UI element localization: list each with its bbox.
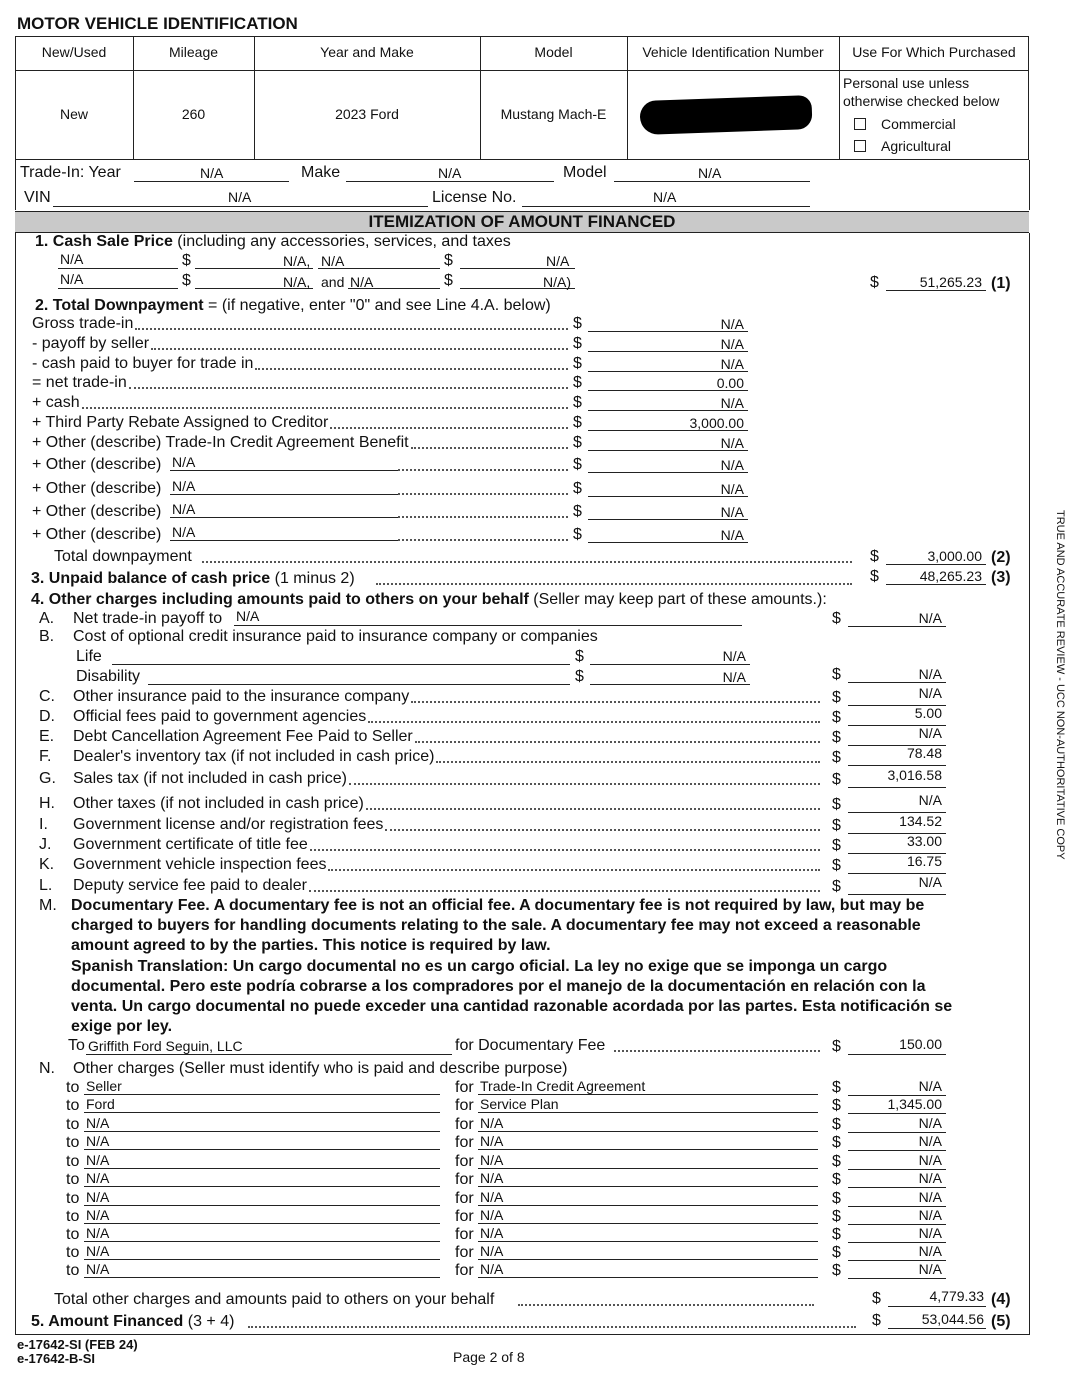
dollar-sign: $ [832,1153,841,1170]
charge-label: Debt Cancellation Agreement Fee Paid to Seller [73,728,413,745]
dot-leader [368,721,820,723]
payee-value: N/A [86,1243,110,1259]
purpose-value: N/A [480,1170,504,1186]
line1-r2a: N/A [60,271,84,287]
line1-r1d: N/A [546,253,570,269]
downpayment-item-label: = net trade-in [32,374,127,391]
dollar-sign: $ [832,1190,841,1207]
for-label: for [455,1262,474,1279]
model-value: Mustang Mach-E [500,106,607,122]
dollar-sign: $ [832,878,841,895]
line2-total-label: Total downpayment [54,548,192,565]
downpayment-item-label: + Other (describe) [32,456,162,473]
doc-for-label: for Documentary Fee [455,1037,606,1054]
dollar-sign: $ [575,668,584,685]
dollar-sign: $ [573,315,582,332]
charge-value: N/A [918,685,942,701]
charge-value: 16.75 [906,853,942,869]
line2-ref: (2) [991,549,1011,566]
dollar-sign: $ [573,526,582,543]
charge-value: N/A [918,1225,942,1241]
charge-value: N/A [918,792,942,808]
downpayment-item-label: Gross trade-in [32,315,134,332]
tradein-make-label: Make [301,164,341,181]
underline [478,1149,818,1150]
dollar-sign: $ [573,335,582,352]
payee-value: N/A [86,1189,110,1205]
charge-key: J. [39,836,52,853]
dollar-sign: $ [832,689,841,706]
underline [84,1094,440,1095]
charge-label: Government license and/or registration fees [73,816,384,833]
to-label: to [66,1079,80,1096]
page-number: Page 2 of 8 [453,1349,525,1365]
dollar-sign: $ [872,1290,881,1307]
charge-value: N/A [918,1207,942,1223]
line4-ref: (4) [991,1291,1011,1308]
charge-value: 1,345.00 [887,1096,942,1112]
payee-value: N/A [86,1207,110,1223]
dot-leader [398,539,568,541]
downpayment-item-label: + Other (describe) Trade-In Credit Agreement Benefit [32,434,409,451]
dollar-sign: $ [872,1312,881,1329]
underline [848,1187,946,1188]
underline [848,894,946,895]
underline [478,1205,818,1206]
purpose-value: N/A [480,1243,504,1259]
charge-key: G. [39,770,56,787]
underline [84,1112,440,1113]
underline [84,1241,440,1242]
charge-key: D. [39,708,55,725]
to-label: to [66,1262,80,1279]
line1-heading: 1. Cash Sale Price (including any accessories, services, and taxes [35,233,511,250]
tradein-model-value: N/A [698,165,722,181]
charge-label: Government certificate of title fee [73,836,308,853]
downpayment-item-label: - cash paid to buyer for trade in [32,355,254,372]
commercial-checkbox[interactable] [854,118,866,130]
charge-value: N/A [918,874,942,890]
dot-leader [411,447,568,449]
purpose-value: N/A [480,1152,504,1168]
dollar-sign: $ [573,355,582,372]
for-label: for [455,1134,474,1151]
col-new-used: New/Used [41,44,107,60]
downpayment-item-desc: N/A [172,524,196,540]
dollar-sign: $ [832,1208,841,1225]
underline [84,1168,440,1169]
payee-value: Seller [86,1078,122,1094]
dollar-sign: $ [573,394,582,411]
charge-label: Sales tax (if not included in cash price) [73,770,347,787]
line4a-text: Net trade-in payoff to [73,610,223,627]
line4b-text: Cost of optional credit insurance paid to insurance company or companies [73,628,598,645]
line4a-key: A. [39,610,55,627]
dot-leader [415,741,820,743]
underline [478,1277,818,1278]
to-label: to [66,1226,80,1243]
charge-key: C. [39,688,55,705]
dollar-sign: $ [832,1079,841,1096]
life-label: Life [76,648,102,665]
dot-leader [366,808,820,810]
vin-redaction [639,95,812,135]
charge-value: N/A [918,1189,942,1205]
downpayment-item-label: + Other (describe) [32,526,162,543]
line4n-text: Other charges (Seller must identify who is paid and describe purpose) [73,1060,568,1077]
line4a-value: N/A [918,610,942,626]
charge-label: Other taxes (if not included in cash price) [73,795,364,812]
downpayment-item-value: N/A [720,527,744,543]
tradein-year-value: N/A [200,165,224,181]
dollar-sign: $ [832,817,841,834]
line4-total: 4,779.33 [929,1288,984,1304]
dollar-sign: $ [832,749,841,766]
to-label: to [66,1171,80,1188]
downpayment-item-desc: N/A [172,478,196,494]
charge-label: Dealer's inventory tax (if not included in cash price) [73,748,435,765]
new-used-value: New [59,106,88,122]
dollar-sign: $ [832,796,841,813]
underline [170,494,398,495]
to-label: to [66,1208,80,1225]
col-use: Use For Which Purchased [852,44,1016,60]
underline [84,1223,440,1224]
underline [848,1278,946,1279]
dollar-sign: $ [832,709,841,726]
to-label: to [66,1153,80,1170]
dollar-sign: $ [832,1038,841,1055]
to-label: to [66,1116,80,1133]
charge-value: N/A [918,1078,942,1094]
purpose-value: N/A [480,1225,504,1241]
purpose-value: N/A [480,1207,504,1223]
line3-heading: 3. Unpaid balance of cash price (1 minus 2) [31,570,355,587]
dollar-sign: $ [444,252,453,269]
side-watermark-text: TRUE AND ACCURATE REVIEW - UCC NON-AUTHORITATIVE COPY [1054,510,1066,860]
charge-label: Other insurance paid to the insurance company [73,688,410,705]
payee-value: N/A [86,1225,110,1241]
dollar-sign: $ [573,414,582,431]
downpayment-item-value: N/A [720,336,744,352]
underline [84,1186,440,1187]
doc-to-value: Griffith Ford Seguin, LLC [88,1038,243,1054]
underline [84,1205,440,1206]
tradein-make-value: N/A [438,165,462,181]
charge-key: F. [39,748,52,765]
charge-value: 33.00 [906,833,942,849]
mileage-value: 260 [181,106,206,122]
downpayment-item-desc: N/A [172,454,196,470]
tradein-vin-label: VIN [24,189,51,206]
dollar-sign: $ [575,648,584,665]
dollar-sign: $ [870,274,879,291]
form-code-1: e-17642-SI (FEB 24) [17,1337,138,1352]
form-code-2: e-17642-B-SI [17,1351,96,1366]
underline [478,1223,818,1224]
downpayment-item-label: + cash [32,394,80,411]
agricultural-checkbox[interactable] [854,140,866,152]
payee-value: N/A [86,1170,110,1186]
dollar-sign: $ [573,503,582,520]
line3-ref: (3) [991,569,1011,586]
for-label: for [455,1244,474,1261]
charge-value: 3,016.58 [887,767,942,783]
underline [478,1168,818,1169]
dollar-sign: $ [870,568,879,585]
page-title: MOTOR VEHICLE IDENTIFICATION [17,14,298,33]
downpayment-item-label: + Other (describe) [32,503,162,520]
dollar-sign: $ [832,1171,841,1188]
line1-r1c: N/A [321,253,345,269]
downpayment-item-value: 3,000.00 [689,415,744,431]
dollar-sign: $ [573,456,582,473]
year-make-value: 2023 Ford [335,106,399,122]
dollar-sign: $ [832,1244,841,1261]
line1-r1b: N/A, [283,253,311,269]
dollar-sign: $ [832,666,841,683]
tradein-license-value: N/A [653,189,677,205]
dollar-sign: $ [444,272,453,289]
dollar-sign: $ [573,374,582,391]
downpayment-item-value: N/A [720,356,744,372]
line1-and: and [321,274,345,290]
for-label: for [455,1079,474,1096]
dollar-sign: $ [832,1134,841,1151]
purpose-value: Service Plan [480,1096,559,1112]
charge-value: N/A [918,1115,942,1131]
underline [478,1186,818,1187]
underline [848,787,946,788]
charge-value: 78.48 [906,745,942,761]
payee-value: N/A [86,1261,110,1277]
disability-value: N/A [722,669,746,685]
line2-heading: 2. Total Downpayment = (if negative, enter "0" and see Line 4.A. below) [35,297,551,314]
dot-leader [398,516,568,518]
documentary-fee-line: amount agreed to by the parties. This notice is required by law. [71,937,551,955]
payee-value: N/A [86,1133,110,1149]
downpayment-item-desc: N/A [172,501,196,517]
to-label: to [66,1190,80,1207]
for-label: for [455,1116,474,1133]
line2-total: 3,000.00 [927,548,982,564]
line3-total: 48,265.23 [919,568,982,584]
underline [170,470,398,471]
line1-total: 51,265.23 [919,274,982,290]
col-mileage: Mileage [168,44,219,60]
line4m-key: M. [39,897,57,914]
payee-value: N/A [86,1115,110,1131]
line5-ref: (5) [991,1313,1011,1330]
underline [478,1259,818,1260]
underline [478,1094,818,1095]
charge-value: N/A [918,1133,942,1149]
line4-heading: 4. Other charges including amounts paid to others on your behalf (Seller may keep part of these amounts.): [31,591,827,608]
charge-key: I. [39,816,48,833]
charge-value: N/A [918,1170,942,1186]
line1-r2c: N/A [350,274,374,290]
dot-leader [82,407,568,409]
doc-to-label: To [68,1037,85,1054]
for-label: for [455,1226,474,1243]
downpayment-item-value: N/A [720,435,744,451]
dollar-sign: $ [832,610,841,627]
dollar-sign: $ [182,272,191,289]
dollar-sign: $ [832,1262,841,1279]
documentary-fee-line: Documentary Fee. A documentary fee is not an official fee. A documentary fee is not required by law, but may be [71,897,925,914]
line4a-to: N/A [236,608,260,624]
col-model: Model [534,44,573,60]
line4-total-label: Total other charges and amounts paid to others on your behalf [54,1291,495,1308]
documentary-fee-line: Spanish Translation: Un cargo documental no es un cargo oficial. La ley no exige que se imponga un cargo [71,957,888,975]
dollar-sign: $ [832,729,841,746]
underline [84,1149,440,1150]
disability-label: Disability [76,668,141,685]
dollar-sign: $ [832,1226,841,1243]
doc-value: 150.00 [899,1036,942,1052]
dollar-sign: $ [832,1116,841,1133]
underline [84,1277,440,1278]
downpayment-item-value: N/A [720,457,744,473]
underline [84,1131,440,1132]
downpayment-item-value: N/A [720,395,744,411]
documentary-fee-line: documental. Pero este podría cobrarse a los compradores por el manejo de la documentación en relación con la [71,977,926,995]
underline [848,1113,946,1114]
tradein-year-label: Trade-In: Year [20,164,121,181]
to-label: to [66,1097,80,1114]
tradein-license-label: License No. [432,189,517,206]
commercial-label: Commercial [881,116,956,132]
downpayment-item-label: + Other (describe) [32,480,162,497]
purpose-value: N/A [480,1115,504,1131]
dollar-sign: $ [870,548,879,565]
dot-leader [310,849,820,851]
use-note-1: Personal use unless [843,75,970,91]
agricultural-label: Agricultural [881,138,952,154]
for-label: for [455,1190,474,1207]
dot-leader [349,783,820,785]
dot-leader [385,829,820,831]
line4b-key: B. [39,628,55,645]
for-label: for [455,1153,474,1170]
dollar-sign: $ [573,480,582,497]
dot-leader [129,387,568,389]
dot-leader [309,890,820,892]
charge-label: Deputy service fee paid to dealer [73,877,307,894]
underline [170,517,398,518]
charge-key: L. [39,877,53,894]
line4b-total: N/A [918,666,942,682]
purpose-value: Trade-In Credit Agreement [480,1078,646,1094]
underline [478,1131,818,1132]
underline [170,540,398,541]
dot-leader [151,348,568,350]
documentary-fee-line: venta. Un cargo documental no puede exceder una cantidad razonable acordada por las partes. Esta notificación se [71,998,953,1015]
underline [478,1112,818,1113]
dot-leader [398,469,568,471]
dollar-sign: $ [573,434,582,451]
downpayment-item-label: + Third Party Rebate Assigned to Creditor [32,414,329,431]
payee-value: Ford [86,1096,115,1112]
purpose-value: N/A [480,1133,504,1149]
to-label: to [66,1134,80,1151]
underline [84,1259,440,1260]
underline [848,765,946,766]
for-label: for [455,1097,474,1114]
life-value: N/A [722,648,746,664]
line5-total: 53,044.56 [921,1311,984,1327]
purpose-value: N/A [480,1189,504,1205]
purpose-value: N/A [480,1261,504,1277]
for-label: for [455,1208,474,1225]
documentary-fee-line: exige por ley. [71,1018,173,1036]
line1-ref: (1) [991,275,1011,292]
line1-r2d: N/A) [543,274,571,290]
line1-r1a: N/A [60,251,84,267]
to-label: to [66,1244,80,1261]
downpayment-item-value: 0.00 [716,375,744,391]
underline [848,1150,946,1151]
underline [478,1241,818,1242]
col-year-make: Year and Make [320,44,414,60]
documentary-fee-line: charged to buyers for handling documents relating to the sale. A documentary fee may not exceed a reasonable [71,917,921,935]
charge-key: E. [39,728,55,745]
charge-value: N/A [918,725,942,741]
dot-leader [330,427,568,429]
dollar-sign: $ [832,837,841,854]
dot-leader [398,493,568,495]
dot-leader [135,328,568,330]
payee-value: N/A [86,1152,110,1168]
downpayment-item-value: N/A [720,481,744,497]
dollar-sign: $ [832,771,841,788]
col-vin: Vehicle Identification Number [642,44,824,60]
dollar-sign: $ [832,1097,841,1114]
charge-value: N/A [918,1152,942,1168]
charge-label: Official fees paid to government agencies [73,708,367,725]
dot-leader [328,869,820,871]
for-label: for [455,1171,474,1188]
tradein-vin-value: N/A [228,189,252,205]
line4n-key: N. [39,1060,55,1077]
downpayment-item-label: - payoff by seller [32,335,150,352]
use-note-2: otherwise checked below [843,93,1000,109]
charge-value: 5.00 [914,705,942,721]
dollar-sign: $ [832,857,841,874]
section-title: ITEMIZATION OF AMOUNT FINANCED [368,212,676,231]
dollar-sign: $ [182,252,191,269]
charge-value: 134.52 [899,813,942,829]
tradein-model-label: Model [563,164,607,181]
downpayment-item-value: N/A [720,504,744,520]
dot-leader [411,701,820,703]
line1-r2b: N/A, [283,274,311,290]
charge-value: N/A [918,1243,942,1259]
dot-leader [436,761,820,763]
charge-key: K. [39,856,55,873]
dot-leader [255,368,568,370]
charge-key: H. [39,795,55,812]
charge-value: N/A [918,1261,942,1277]
downpayment-item-value: N/A [720,316,744,332]
line5-heading: 5. Amount Financed (3 + 4) [31,1313,235,1330]
charge-label: Government vehicle inspection fees [73,856,327,873]
